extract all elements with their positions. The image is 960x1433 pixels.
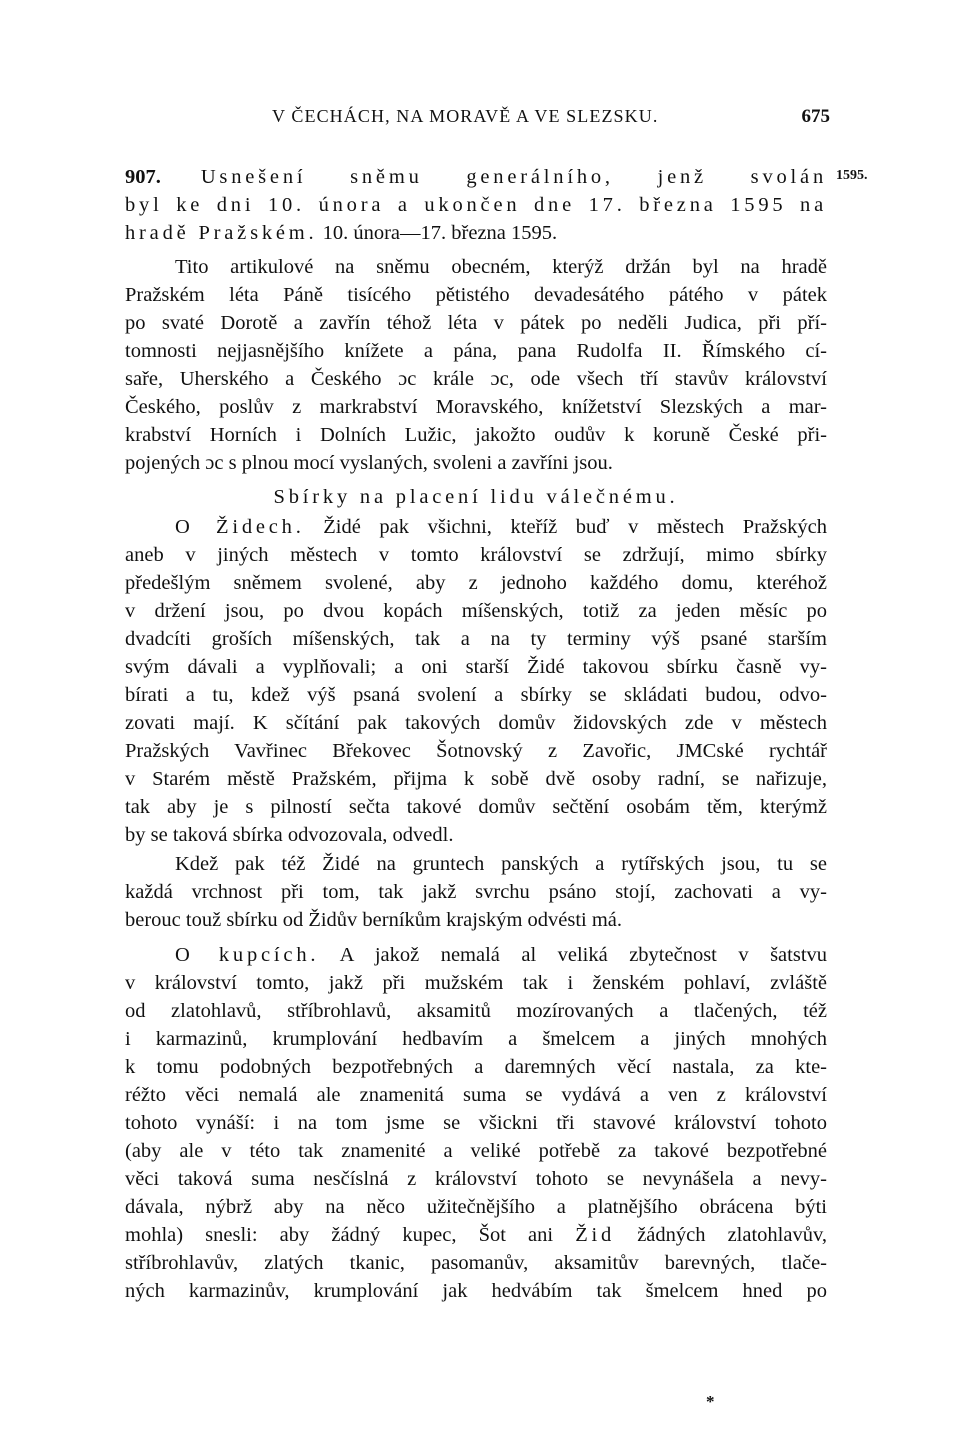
text-line: k tomu podobných bezpotřebných a daremných věcí nastala, za kte- (125, 1056, 827, 1078)
heading-text: Usnešení sněmu generálního, jenž svolán (200, 166, 827, 188)
text-line: po svaté Dorotě a zavřín téhož léta v pátek po neděli Judica, při pří- (125, 312, 827, 334)
signature-mark: * (706, 1392, 715, 1411)
text-line: v království tomto, jakž při mužském tak i ženském pohlaví, zvláště (125, 972, 827, 994)
text-line: od zlatohlavů, stříbrohlavů, aksamitů mozírovaných a tlačených, též (125, 1000, 827, 1022)
margin-note-year: 1595. (836, 168, 868, 183)
text-span: žádných zlatohlavův, (637, 1224, 827, 1246)
heading-text: hradě Pražském. (125, 222, 318, 244)
document-number: 907. (125, 166, 161, 188)
text-line: saře, Uherského a Českého ɔc krále ɔc, ode všech tří stavův království (125, 368, 827, 390)
text-line: pojených ɔc s plnou mocí vyslaných, svoleni a zavříni jsou. (125, 452, 613, 474)
text-line: svým dávali a vyplňovali; a oni starší Židé takovou sbírku časně vy- (125, 656, 827, 678)
heading-line-3 (125, 219, 827, 247)
text-line: tak aby je s pilností sečta takové domův sečtění osobám těm, kterýmž (125, 796, 827, 818)
text-line: v Starém městě Pražském, přijma k sobě dvě osoby radní, se nařizuje, (125, 768, 827, 790)
text-span: A jakož nemalá al veliká zbytečnost v šatstvu (339, 944, 827, 966)
text-line: Pražských Vavřinec Břekovec Šotnovský z Zavořic, JMCské rychtář (125, 740, 827, 762)
text-line: aneb v jiných městech v tomto království se zdržují, mimo sbírky (125, 544, 827, 566)
text-line: Tito artikulové na sněmu obecném, kterýž držán byl na hradě (175, 256, 827, 278)
text-line: stříbrohlavův, zlatých tkanic, pasomanův, aksamitův barevných, tlače- (125, 1252, 827, 1274)
text-line: by se taková sbírka odvozovala, odvedl. (125, 824, 454, 846)
paragraph-lead: O Židech. (175, 516, 305, 538)
heading-line-1 (125, 163, 827, 191)
text-line: dávala, nýbrž aby na něco užitečnějšího a platnějšího obrácena býti (125, 1196, 827, 1218)
text-line: bírati a tu, kdež výš psaná svolení a sbírky se skládati budou, odvo- (125, 684, 827, 706)
heading-date: 10. února—17. března 1595. (322, 222, 558, 244)
heading-line-2: byl ke dni 10. února a ukončen dne 17. března 1595 na (125, 194, 827, 216)
text-line: tohoto vynáší: i na tom jsme se všickni tři stavové království tohoto (125, 1112, 827, 1134)
text-line: dvadcíti groších míšenských, tak a na ty terminy výš psané starším (125, 628, 827, 650)
spaced-word: Žid (575, 1224, 616, 1246)
text-line: krabství Horních i Dolních Lužic, jakožto oudův k koruně České při- (125, 424, 827, 446)
text-line: berouc touž sbírku od Židův berníkům krajským odvésti má. (125, 909, 623, 931)
text-line (175, 513, 827, 541)
text-line: tomnosti nejjasnějšího knížete a pána, pana Rudolfa II. Římského cí- (125, 340, 827, 362)
text-line: Kdež pak též Židé na gruntech panských a rytířských jsou, tu se (175, 853, 827, 875)
text-line: v držení jsou, po dvou kopách míšenských, totiž za jeden měsíc po (125, 600, 827, 622)
text-line: ných karmazinův, krumplování jak hedvábím tak šmelcem hned po (125, 1280, 827, 1302)
page-number: 675 (801, 106, 830, 127)
text-line: zovati mají. K sčítání pak takových domův židovských zde v městech (125, 712, 827, 734)
text-line: Českého, poslův z markrabství Moravského, knížetství Slezských a mar- (125, 396, 827, 418)
text-line: Pražském léta Páně tisícého pětistého devadesátého pátého v pátek (125, 284, 827, 306)
text-line: každá vrchnost při tom, tak jakž svrchu psáno stojí, zachovati a vy- (125, 881, 827, 903)
text-span: mohla) snesli: aby žádný kupec, Šot ani (125, 1224, 554, 1246)
text-line (125, 1221, 827, 1249)
text-line (175, 941, 827, 969)
text-line: věci taková suma nesčíslná z království tohoto se nevynášela a nevy- (125, 1168, 827, 1190)
text-line: (aby ale v této tak znamenité a veliké potřebě za takové bezpotřebné (125, 1140, 827, 1162)
text-line: réžto věci nemalá ale znamenitá suma se vydává a ven z království (125, 1084, 827, 1106)
section-title: Sbírky na placení lidu válečnému. (273, 486, 679, 508)
running-head: V ČECHÁCH, NA MORAVĚ A VE SLEZSKU. (272, 106, 659, 126)
text-line: i karmazinů, krumplování hedbavím a šmelcem a jiných mnohých (125, 1028, 827, 1050)
text-span: Židé pak všichni, kteříž buď v městech Pražských (323, 516, 827, 538)
page-header (120, 106, 830, 132)
text-line: předešlým sněmem svolené, aby z jednoho každého domu, kteréhož (125, 572, 827, 594)
paragraph-lead: O kupcích. (175, 944, 320, 966)
